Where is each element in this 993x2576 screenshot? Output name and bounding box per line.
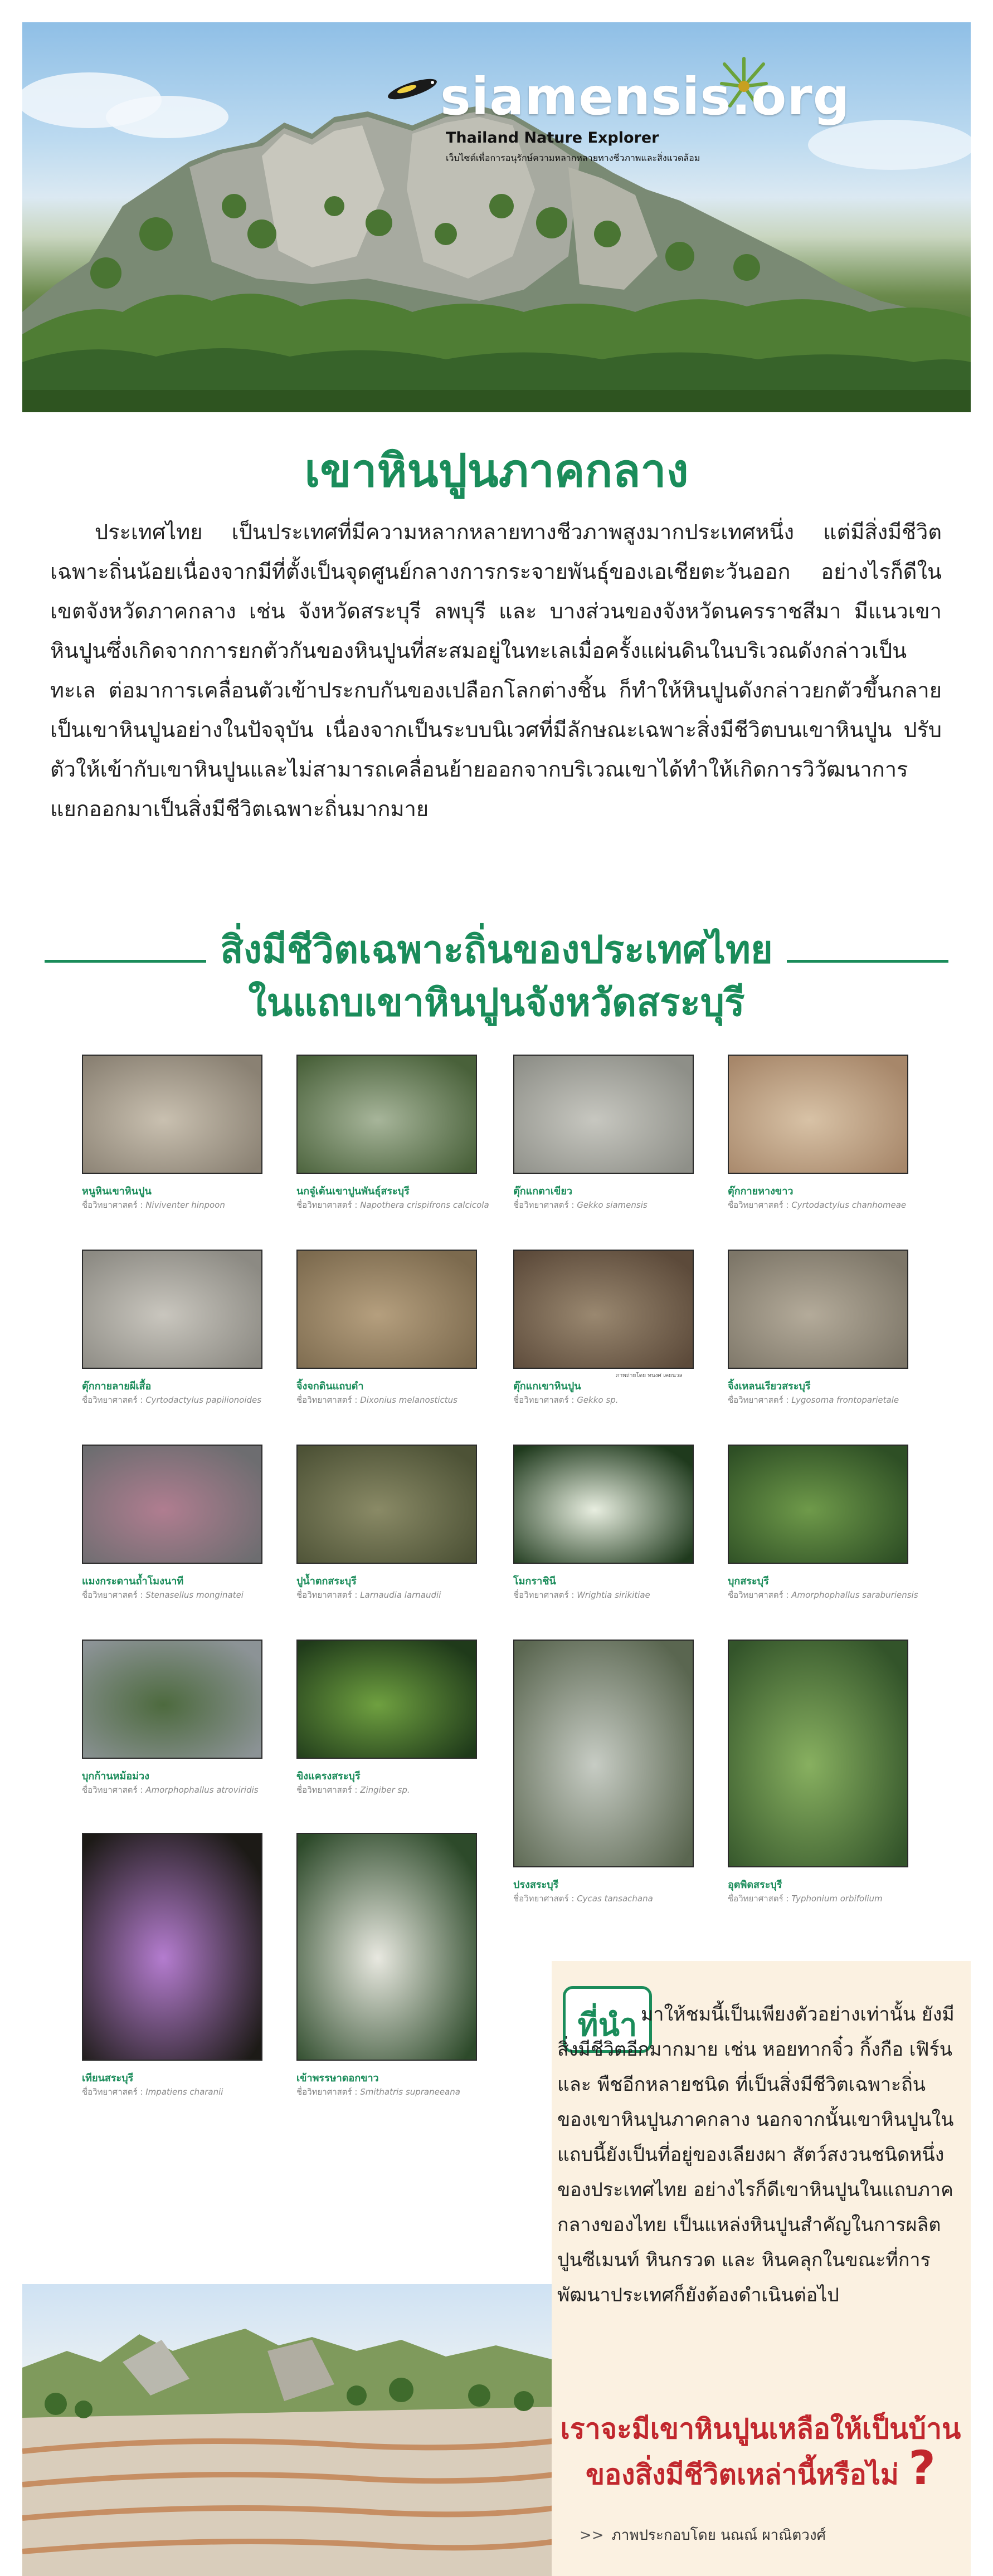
species-scientific-name: ชื่อวิทยาศาสตร์ : Cycas tansachana: [513, 1894, 653, 1904]
species-common-name: หนูหินเขาหินปูน: [82, 1185, 152, 1197]
brand-tagline: เว็บไซต์เพื่อการอนุรักษ์ความหลากหลายทางชีวภาพและสิ่งแวดล้อม: [446, 153, 700, 163]
species-photo: [82, 1445, 262, 1564]
species-scientific-name: ชื่อวิทยาศาสตร์ : Amorphophallus saraburiensis: [728, 1590, 918, 1600]
species-photo: [513, 1055, 694, 1174]
species-photo: [296, 1640, 477, 1759]
species-common-name: ตุ๊กแกเขาหินปูน: [513, 1380, 581, 1392]
species-scientific-name: ชื่อวิทยาศาสตร์ : Impatiens charanii: [82, 2087, 223, 2097]
quarry-photo: [22, 2284, 563, 2576]
species-photo: [296, 1055, 477, 1174]
species-scientific-name: ชื่อวิทยาศาสตร์ : Niviventer hinpoon: [82, 1200, 225, 1210]
species-common-name: ปรงสระบุรี: [513, 1879, 559, 1891]
brand-subtitle: Thailand Nature Explorer: [446, 129, 659, 147]
species-photo: [82, 1055, 262, 1174]
species-scientific-name: ชื่อวิทยาศาสตร์ : Wrightia sirikitiae: [513, 1590, 650, 1600]
species-common-name: ตุ๊กกายหางขาว: [728, 1185, 794, 1197]
hero-mountain-photo: [22, 22, 971, 412]
brand-title: siamensis.org: [440, 67, 850, 126]
section-heading-line2: ในแถบเขาหินปูนจังหวัดสระบุรี: [248, 981, 745, 1025]
closing-question: [554, 2409, 967, 2494]
species-photo: [82, 1250, 262, 1369]
illustration-credit: [580, 2524, 826, 2546]
page-title: เขาหินปูนภาคกลาง: [304, 445, 689, 497]
species-common-name: แมงกระดานถ้ำโมงนาที: [82, 1575, 184, 1587]
closing-paragraph: [557, 1997, 958, 2313]
species-common-name: เทียนสระบุรี: [82, 2072, 134, 2084]
site-logo: [384, 67, 850, 178]
species-common-name: ปูน้ำตกสระบุรี: [296, 1575, 357, 1587]
species-common-name: ตุ๊กแกตาเขียว: [513, 1185, 572, 1197]
species-scientific-name: ชื่อวิทยาศาสตร์ : Lygosoma frontoparietale: [728, 1395, 899, 1405]
species-photo: [513, 1640, 694, 1867]
question-line1: เราจะมีเขาหินปูนเหลือให้เป็นบ้าน: [560, 2413, 961, 2445]
species-common-name: บุกก้านหม้อม่วง: [82, 1770, 149, 1782]
arrows-icon: >>: [580, 2527, 604, 2544]
species-common-name: เข้าพรรษาดอกขาว: [296, 2072, 379, 2084]
species-common-name: ขิงแครงสระบุรี: [296, 1770, 361, 1782]
species-scientific-name: ชื่อวิทยาศาสตร์ : Gekko sp.: [513, 1395, 619, 1405]
question-mark: ?: [908, 2441, 936, 2495]
species-scientific-name: ชื่อวิทยาศาสตร์ : Typhonium orbifolium: [728, 1894, 883, 1904]
species-common-name: โมกราชินี: [513, 1575, 556, 1587]
species-photo: [296, 1250, 477, 1369]
species-scientific-name: ชื่อวิทยาศาสตร์ : Stenasellus monginatei: [82, 1590, 244, 1600]
species-photo: [728, 1250, 908, 1369]
species-scientific-name: ชื่อวิทยาศาสตร์ : Larnaudia larnaudii: [296, 1590, 441, 1600]
species-photo: [82, 1640, 262, 1759]
species-photo: [728, 1055, 908, 1174]
species-scientific-name: ชื่อวิทยาศาสตร์ : Zingiber sp.: [296, 1785, 410, 1795]
species-common-name: บุกสระบุรี: [728, 1575, 769, 1587]
species-scientific-name: ชื่อวิทยาศาสตร์ : Amorphophallus atroviridis: [82, 1785, 259, 1795]
intro-paragraph: ประเทศไทย เป็นประเทศที่มีความหลากหลายทางชีวภาพสูงมากประเทศหนึ่ง แต่มีสิ่งมีชีวิตเฉพาะถิ่นน้อยเนื่องจากมีที่ตั้งเป็นจุดศูนย์กลางการกระจายพันธุ์ของเอเชียตะวันออก อย่างไรก็ดีในเขตจังหวัดภาคกลาง เช่น จังหวัดสระบุรี ลพบุรี และ บางส่วนของจังหวัดนครราชสีมา มีแนวเขาหินปูนซึ่งเกิดจากการยกตัวกันของหินปูนที่สะสมอยู่ในทะเลเมื่อครั้งแผ่นดินในบริเวณดังกล่าวเป็นทะเล ต่อมาการเคลื่อนตัวเข้าประกบกันของเปลือกโลกต่างชิ้น ก็ทำให้หินปูนดังกล่าวยกตัวขึ้นกลายเป็นเขาหินปูนอย่างในปัจจุบัน เนื่องจากเป็นระบบนิเวศที่มีลักษณะเฉพาะสิ่งมีชีวิตบนเขาหินปูน ปรับตัวให้เข้ากับเขาหินปูนและไม่สามารถเคลื่อนย้ายออกจากบริเวณเขาได้ทำให้เกิดการวิวัฒนาการแยกออกมาเป็นสิ่งมีชีวิตเฉพาะถิ่นมากมาย: [50, 520, 942, 821]
credit-text: ภาพประกอบโดย นณณ์ ผาณิตวงศ์: [611, 2527, 826, 2544]
badge-label: ที่นำ: [577, 2007, 637, 2043]
species-photo: [513, 1250, 694, 1369]
photo-credit-small: ภาพถ่ายโดย ทนงศ เคยนวล: [616, 1373, 683, 1379]
species-common-name: นกจู๋เต้นเขาปูนพันธุ์สระบุรี: [296, 1185, 410, 1197]
species-scientific-name: ชื่อวิทยาศาสตร์ : Gekko siamensis: [513, 1200, 648, 1210]
species-photo: [728, 1445, 908, 1564]
species-photo: [296, 1833, 477, 2061]
species-scientific-name: ชื่อวิทยาศาสตร์ : Smithatris supraneeana: [296, 2087, 460, 2097]
species-photo: [513, 1445, 694, 1564]
species-scientific-name: ชื่อวิทยาศาสตร์ : Dixonius melanostictus: [296, 1395, 457, 1405]
closing-text: มาให้ชมนี้เป็นเพียงตัวอย่างเท่านั้น ยังมีสิ่งมีชีวิตอีกมากมาย เช่น หอยทากจิ๋ว กิ้งกือ เฟิร์น และ พืชอีกหลายชนิด ที่เป็นสิ่งมีชีวิตเฉพาะถิ่นของเขาหินปูนภาคกลาง นอกจากนั้นเขาหินปูนในแถบนี้ยังเป็นที่อยู่ของเลียงผา สัตว์สงวนชนิดหนึ่งของประเทศไทย อย่างไรก็ดีเขาหินปูนในแถบภาคกลางของไทย เป็นแหล่งหินปูนสำคัญในการผลิตปูนซีเมนท์ หินกรวด และ หินคลุกในขณะที่การพัฒนาประเทศก็ยังต้องดำเนินต่อไป: [557, 2003, 955, 2306]
species-scientific-name: ชื่อวิทยาศาสตร์ : Napothera crispifrons calcicola: [296, 1200, 489, 1210]
species-common-name: จิ้งจกดินแถบดำ: [296, 1380, 364, 1392]
species-common-name: จิ้งเหลนเรียวสระบุรี: [728, 1380, 811, 1392]
fish-logo-icon: [384, 67, 440, 111]
species-photo: [82, 1833, 262, 2061]
question-line2: ของสิ่งมีชีวิตเหล่านี้หรือไม่: [585, 2458, 899, 2491]
species-common-name: อุตพิดสระบุรี: [728, 1879, 782, 1891]
species-common-name: ตุ๊กกายลายผีเสื้อ: [82, 1380, 152, 1392]
species-photo: [296, 1445, 477, 1564]
species-scientific-name: ชื่อวิทยาศาสตร์ : Cyrtodactylus papilionoides: [82, 1395, 262, 1405]
species-scientific-name: ชื่อวิทยาศาสตร์ : Cyrtodactylus chanhomeae: [728, 1200, 907, 1210]
section-heading-line1: สิ่งมีชีวิตเฉพาะถิ่นของประเทศไทย: [220, 928, 773, 972]
species-photo: [728, 1640, 908, 1867]
quarry-illustration: [22, 2284, 563, 2576]
